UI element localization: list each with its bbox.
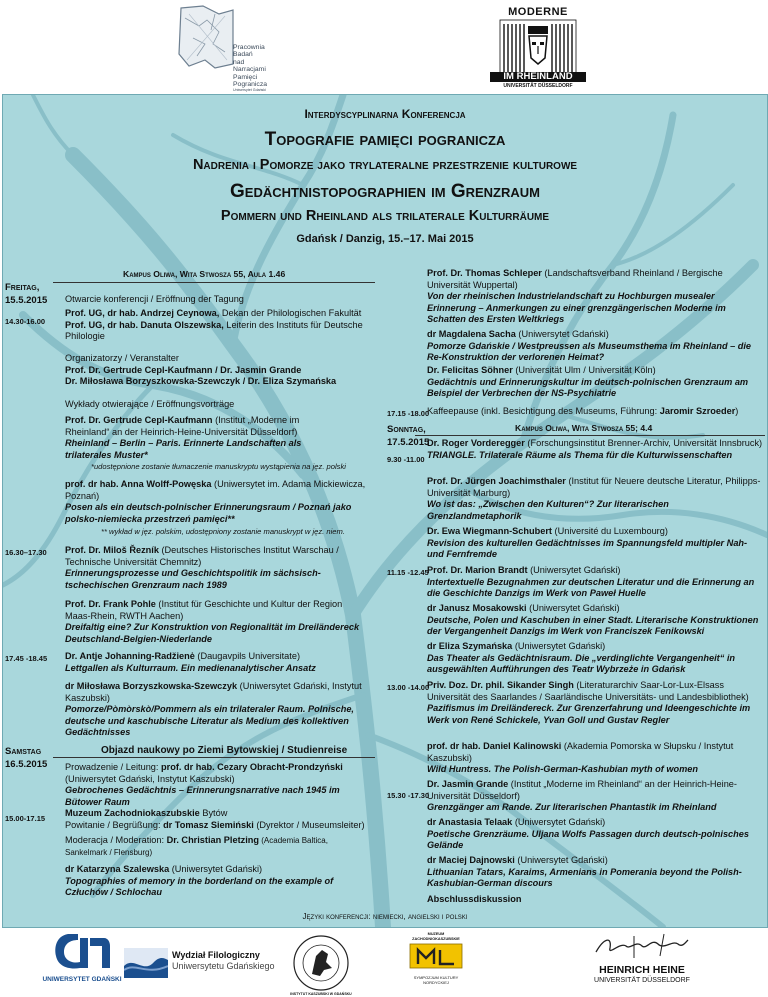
- museum-logo: [404, 932, 468, 992]
- kashubian-institute-logo: [290, 934, 352, 996]
- heine-name: HEINRICH HEINE: [599, 964, 685, 976]
- talk-singh: Priv. Doz. Dr. phil. Sikander Singh (Literaturarchiv Saar-Lor-Lux-Elsass Universität des Saarlandes / Saarländische Universitäts- und Landesbibliothek) Pazifismus im Dreiländereck. Zur Grenzerfahrung und Ideengeschichte im Werk von René Schickele, Yvan Goll und Gustav Regler: [427, 680, 751, 725]
- title-german: Gedächtnistopographien im Grenzraum: [230, 181, 540, 202]
- venue-label: Kampus Oliwa, Wita Stwosza 55, Aula 1.46: [123, 269, 286, 279]
- logo-sub: Uniwersytet Gdański: [233, 88, 266, 93]
- time-slot: 13.00 -14.00: [387, 683, 430, 692]
- time-slot: 16.30–17.30: [5, 548, 47, 557]
- conference-languages: Języki konferencji: niemiecki, angielski i polski: [302, 912, 468, 921]
- time-slot: 11.15 -12.45: [387, 568, 429, 577]
- coffee-break: Kaffeepause (inkl. Besichtigung des Museums, Führung: Jaromir Szroeder): [427, 406, 739, 416]
- museum-logo-bottom: SYMPOZJUM KULTURY NORDYCKIEJ: [413, 975, 459, 985]
- logo-line: Pogranicza: [233, 81, 268, 89]
- talk-sacha: dr Magdalena Sacha (Uniwersytet Gdański) Pomorze Gdańskie / Westpreussen als Museumsthema im Rheinland – die Re-Konstruktion der verlorenen Heimat?: [427, 329, 752, 362]
- logo-bottom: IM RHEINLAND: [490, 72, 586, 82]
- keynote-note: ** wykład w jęz. polskim, udostępniony zostanie manuskrypt w jęz. niem.: [101, 527, 345, 536]
- logo-line: Pamięci: [233, 73, 258, 81]
- museum-block: Muzeum Zachodniokaszubskie Bytów Powitanie / Begrüßung: dr Tomasz Siemiński (Dyrektor / Museumsleiter): [65, 808, 365, 830]
- logo-line: Pracownia: [233, 44, 265, 51]
- talk-borzyszkowska: dr Miłosława Borzyszkowska-Szewczyk (Uniwersytet Gdański, Instytut Kaszubski) Pomorze/Pòmòrskò/Pommern als ein trilateraler Raum. Polnische, deutsche und kaschubische Literatur als Medium des kollektiven Gedächtnisses: [65, 681, 362, 737]
- closing-discussion: Abschlussdiskussion: [427, 894, 522, 904]
- heine-university-logo: [594, 932, 690, 992]
- time-slot: 17.15 -18.00: [387, 409, 430, 418]
- talk-wiegmann: Dr. Ewa Wiegmann-Schubert (Université du Luxembourg) Revision des kulturellen Gedächtnisses im Spannungsfeld multipler Nah- und Fernfremde: [427, 526, 748, 559]
- day-date: 16.5.2015: [5, 759, 48, 770]
- welcome-block: Prof. UG, dr hab. Andrzej Ceynowa, Dekan der Philologischen Fakultät Prof. UG, dr hab. Danuta Olszewska, Leiterin des Instituts für Deutsche Philologie: [65, 308, 363, 341]
- talk-telaak: dr Anastasia Telaak (Uniwersytet Gdański) Poetische Grenzräume. Uljana Wolfs Passagen durch deutsch-polnisches Gelände: [427, 817, 749, 850]
- keynote-1: Prof. Dr. Gertrude Cepl-Kaufmann (Institut „Moderne im Rheinland“ an der Heinrich-Heine-Universität Düsseldorf) Rheinland – Berlin – Paris. Erinnerte Landschaften als trilaterales Muster*: [65, 415, 302, 460]
- keynote-2: prof. dr hab. Anna Wolff-Powęska (Uniwersytet im. Adama Mickiewicza, Poznań) Posen als ein deutsch-polnischer Erinnerungsraum / Poznań jako polsko-niemiecka przestrzeń pamięci**: [65, 479, 366, 524]
- moderation-block: Moderacja / Moderation: Dr. Christian Pletzing (Academia Baltica, Sankelmark / Flensburg): [65, 835, 328, 857]
- ug-logo: [42, 932, 122, 994]
- talk-vorderegger: Dr. Roger Vorderegger (Forschungsinstitut Brenner-Archiv, Universität Innsbruck) TRIANGLE. Trilaterale Räume als Thema für die Kulturwissenschaften: [427, 438, 763, 460]
- subtitle-polish: Nadrenia i Pomorze jako trylateralne przestrzenie kulturowe: [192, 157, 578, 173]
- faculty-university: Uniwersytetu Gdańskiego: [172, 961, 275, 971]
- divider: [53, 757, 375, 758]
- griffin-seal-icon: [292, 934, 350, 992]
- talk-dajnowski: dr Maciej Dajnowski (Uniwersytet Gdański) Lithuanian Tatars, Karaims, Armenians in Pomerania beyond the Polish-Kashubian-German discours: [427, 855, 742, 888]
- talk-kalinowski: prof. dr hab. Daniel Kalinowski (Akademia Pomorska w Słupsku / Instytut Kaszubski) Wild Huntress. The Polish-German-Kashubian myth of women: [427, 741, 734, 774]
- day-label: Sonntag,: [387, 424, 426, 435]
- opening-label: Otwarcie konferencji / Eröffnung der Tagung: [65, 294, 244, 304]
- logo-line: Narracjami: [233, 66, 266, 74]
- faculty-name: Wydział Filologiczny: [172, 950, 260, 960]
- museum-logo-top: MUZEUM ZACHODNIOKASZUBSKIE: [412, 932, 460, 941]
- day-date: 17.5.2015: [387, 437, 430, 448]
- logo-line: Badań: [233, 51, 253, 59]
- museum-emblem-icon: [404, 942, 468, 970]
- talk-szymanska: dr Eliza Szymańska (Uniwersytet Gdański) Das Theater als Gedächtnisraum. Die „verdinglichte Vergangenheit“ in ausgewählten Aufführungen des Teatr Wybrzeże in Gdańsk: [427, 641, 736, 674]
- subtitle-german: Pommern und Rheinland als trilaterale Kulturräume: [220, 208, 550, 224]
- talk-reznik: Prof. Dr. Miloš Řezník (Deutsches Historisches Institut Warschau / Technische Universität Chemnitz) Erinnerungsprozesse und Geschichtspolitik im sächsisch-tschechischen Grenzraum nach 1989: [65, 545, 339, 590]
- talk-soehner: Dr. Felicitas Söhner (Universität Ulm / Universität Köln) Gedächtnis und Erinnerungskultur im deutsch-polnischen Grenzraum am Beispiel der Verbrechen der NS-Psychiatrie: [427, 365, 749, 398]
- organizers-block: Organizatorzy / Veranstalter Prof. Dr. Gertrude Cepl-Kaufmann / Dr. Jasmin Grande Dr. Miłosława Borzyszkowska-Szewczyk / Dr. Eliza Szymańska: [65, 353, 337, 386]
- excursion-title: Objazd naukowy po Ziemi Bytowskiej / Studienreise: [101, 745, 348, 756]
- talk-brandt: Prof. Dr. Marion Brandt (Uniwersytet Gdański) Intertextuelle Bezugnahmen zur deutschen Literatur und die Erinnerung an die Geschichte Danzigs im Werk von Paweł Huelle: [427, 565, 755, 598]
- talk-pohle: Prof. Dr. Frank Pohle (Institut für Geschichte und Kultur der Region Maas-Rhein, RWTH Aachen) Dreifaltig eine? Zur Konstruktion von Regionalität im Dreiländereck Deutschland-Belgien-Niederlande: [65, 599, 360, 644]
- heine-university: UNIVERSITÄT DÜSSELDORF: [594, 977, 690, 984]
- program-panel: [2, 94, 768, 928]
- time-slot: 15.00-17.15: [5, 814, 46, 823]
- research-unit-logo: [175, 4, 295, 92]
- conference-type: Interdyscyplinarna Konferencja: [304, 107, 466, 121]
- sponsor-logos: [0, 930, 768, 994]
- faculty-logo: [172, 950, 292, 972]
- heine-signature-icon: [594, 932, 690, 962]
- day-label: Freitag,: [5, 282, 40, 293]
- place-date: Gdańsk / Danzig, 15.–17. Mai 2015: [296, 233, 474, 245]
- divider: [53, 282, 375, 283]
- divider: [415, 435, 765, 436]
- time-slot: 14.30-16.00: [5, 317, 46, 326]
- talk-schleper: Prof. Dr. Thomas Schleper (Landschaftsverband Rheinland / Bergische Universität Wuppertal) Von der rheinischen Industrielandschaft zu Hochburgen musealer Erinnerung – Anmerkungen zu einer grenzgängerischen Moderne im Schatten des Ersten Weltkriegs: [427, 268, 726, 324]
- time-slot: 15.30 -17.30: [387, 791, 430, 800]
- keynote-note: *udostępnione zostanie tłumaczenie manuskryptu wystąpienia na jęz. polski: [91, 462, 346, 471]
- time-slot: 9.30 -11.00: [387, 455, 425, 464]
- title-polish: Topografie pamięci pogranicza: [264, 129, 506, 150]
- venue-label: Kampus Oliwa, Wita Stwosza 55; 4.4: [515, 423, 653, 433]
- time-slot: 17.45 -18.45: [5, 654, 48, 663]
- talk-mosakowski: dr Janusz Mosakowski (Uniwersytet Gdański) Deutsche, Polen und Kaschuben in einer Stadt. Literarische Konstruktionen der Vergangenheit Danzigs im Werk von Franciszek Fenikowski: [427, 603, 759, 636]
- day-label: Samstag: [5, 746, 42, 757]
- logo-line: nad: [233, 58, 245, 66]
- ug-emblem-icon: [50, 932, 114, 972]
- day-date: 15.5.2015: [5, 295, 48, 306]
- faculty-wave-icon: [124, 948, 168, 978]
- talk-joachimsthaler: Prof. Dr. Jürgen Joachimsthaler (Institut für Neuere deutsche Literatur, Philipps-Universität Marburg) Wo ist das: „Zwischen den Kulturen“? Zur literarischen Grenzlandmetaphorik: [427, 476, 761, 521]
- logo-top: MODERNE: [508, 6, 568, 18]
- logo-sub: UNIVERSITÄT DÜSSELDORF: [503, 83, 573, 89]
- kashubian-institute-name: INSTYTUT KASZUBSKI W GDAŃSKU: [290, 992, 352, 996]
- moderne-logo: [488, 6, 588, 90]
- talk-johanning: Dr. Antje Johanning-Radžienė (Daugavpils Universitate) Lettgallen als Kulturraum. Ein medienanalytischer Ansatz: [65, 651, 316, 673]
- talk-szalewska: dr Katarzyna Szalewska (Uniwersytet Gdański) Topographies of memory in the borderland on the example of Człuchów / Schlochau: [65, 864, 334, 897]
- talk-grande: Dr. Jasmin Grande (Institut „Moderne im Rheinland“ an der Heinrich-Heine-Universität Düsseldorf) Grenzgänger am Rande. Zur literarischen Phantastik im Rheinland: [427, 779, 737, 812]
- ug-name: UNIWERSYTET GDAŃSKI: [42, 976, 122, 983]
- excursion-lead: Prowadzenie / Leitung: prof. dr hab. Cezary Obracht-Prondzyński (Uniwersytet Gdański, Instytut Kaszubski) Gebrochenes Gedächtnis – Erinnerungsnarrative nach 1945 im Bütower Raum: [65, 762, 343, 807]
- keynotes-label: Wykłady otwierające / Eröffnungsvorträge: [65, 399, 235, 409]
